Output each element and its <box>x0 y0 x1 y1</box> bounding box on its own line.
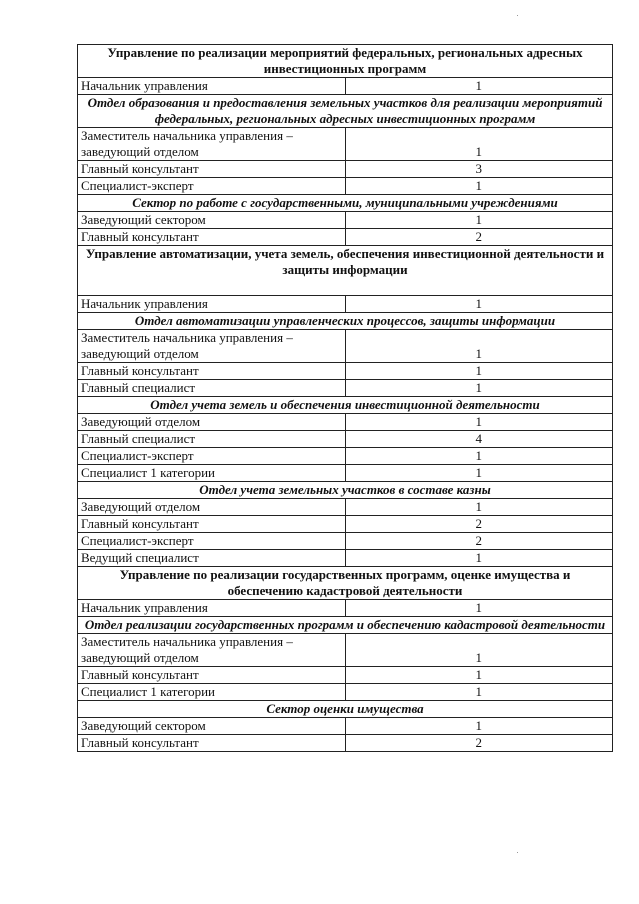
position-row <box>78 448 613 465</box>
position-count: 1 <box>345 600 613 617</box>
position-title: Главный консультант <box>78 735 346 752</box>
position-title: Заведующий сектором <box>78 212 346 229</box>
subdivision-heading: Отдел реализации государственных программ и обеспечению кадастровой деятельности <box>78 617 613 634</box>
position-row <box>78 178 613 195</box>
scan-speck <box>517 15 518 16</box>
position-row <box>78 296 613 313</box>
position-title: Главный специалист <box>78 380 346 397</box>
position-count: 1 <box>345 363 613 380</box>
position-row <box>78 550 613 567</box>
position-title: Главный консультант <box>78 229 346 246</box>
scan-speck <box>517 852 518 853</box>
subdivision-heading: Отдел учета земель и обеспечения инвестиционной деятельности <box>78 397 613 414</box>
department-heading: Управление по реализации мероприятий федеральных, региональных адресных инвестиционных программ <box>78 45 613 78</box>
department-heading-row <box>78 246 613 296</box>
position-count: 1 <box>345 448 613 465</box>
position-count: 1 <box>345 330 613 363</box>
position-count: 1 <box>345 634 613 667</box>
position-row <box>78 414 613 431</box>
position-count: 4 <box>345 431 613 448</box>
position-count: 1 <box>345 178 613 195</box>
staffing-table <box>77 44 613 752</box>
subdivision-heading: Отдел учета земельных участков в составе казны <box>78 482 613 499</box>
position-title: Специалист 1 категории <box>78 465 346 482</box>
position-count: 1 <box>345 414 613 431</box>
position-title: Начальник управления <box>78 296 346 313</box>
position-count: 2 <box>345 735 613 752</box>
position-title: Специалист-эксперт <box>78 448 346 465</box>
subdivision-heading: Отдел образования и предоставления земельных участков для реализации мероприятий федеральных, региональных адресных инвестиционных программ <box>78 95 613 128</box>
subdivision-heading-row <box>78 482 613 499</box>
position-count: 1 <box>345 128 613 161</box>
position-count: 2 <box>345 229 613 246</box>
position-title: Специалист-эксперт <box>78 178 346 195</box>
subdivision-heading-row <box>78 195 613 212</box>
position-row <box>78 499 613 516</box>
position-title: Заведующий отделом <box>78 499 346 516</box>
subdivision-heading: Сектор оценки имущества <box>78 701 613 718</box>
position-row <box>78 718 613 735</box>
position-title: Начальник управления <box>78 78 346 95</box>
position-title: Специалист 1 категории <box>78 684 346 701</box>
department-heading-row <box>78 567 613 600</box>
position-title: Главный консультант <box>78 363 346 380</box>
position-row <box>78 516 613 533</box>
position-count: 2 <box>345 533 613 550</box>
position-row <box>78 600 613 617</box>
position-row <box>78 533 613 550</box>
position-title: Заместитель начальника управления – заведующий отделом <box>78 330 346 363</box>
subdivision-heading-row <box>78 617 613 634</box>
position-row <box>78 465 613 482</box>
position-row <box>78 363 613 380</box>
position-title: Главный консультант <box>78 516 346 533</box>
subdivision-heading-row <box>78 397 613 414</box>
position-count: 1 <box>345 667 613 684</box>
position-row <box>78 667 613 684</box>
position-count: 1 <box>345 296 613 313</box>
position-title: Главный консультант <box>78 161 346 178</box>
position-count: 1 <box>345 550 613 567</box>
position-row <box>78 634 613 667</box>
position-title: Заместитель начальника управления – заведующий отделом <box>78 634 346 667</box>
position-title: Главный специалист <box>78 431 346 448</box>
subdivision-heading-row <box>78 701 613 718</box>
subdivision-heading-row <box>78 313 613 330</box>
position-title: Начальник управления <box>78 600 346 617</box>
position-row <box>78 380 613 397</box>
position-row <box>78 128 613 161</box>
staffing-table-body <box>78 45 613 752</box>
subdivision-heading-row <box>78 95 613 128</box>
position-count: 1 <box>345 380 613 397</box>
position-row <box>78 330 613 363</box>
subdivision-heading: Отдел автоматизации управленческих процессов, защиты информации <box>78 313 613 330</box>
position-count: 3 <box>345 161 613 178</box>
position-title: Заведующий сектором <box>78 718 346 735</box>
position-count: 1 <box>345 78 613 95</box>
position-count: 2 <box>345 516 613 533</box>
position-row <box>78 212 613 229</box>
position-row <box>78 735 613 752</box>
position-row <box>78 684 613 701</box>
position-title: Заместитель начальника управления – заведующий отделом <box>78 128 346 161</box>
position-row <box>78 161 613 178</box>
department-heading: Управление по реализации государственных программ, оценке имущества и обеспечению кадастровой деятельности <box>78 567 613 600</box>
position-count: 1 <box>345 499 613 516</box>
position-count: 1 <box>345 684 613 701</box>
position-title: Специалист-эксперт <box>78 533 346 550</box>
position-title: Ведущий специалист <box>78 550 346 567</box>
position-row <box>78 78 613 95</box>
position-title: Главный консультант <box>78 667 346 684</box>
position-count: 1 <box>345 465 613 482</box>
position-count: 1 <box>345 718 613 735</box>
department-heading: Управление автоматизации, учета земель, обеспечения инвестиционной деятельности и защиты информации <box>78 246 613 296</box>
position-count: 1 <box>345 212 613 229</box>
department-heading-row <box>78 45 613 78</box>
position-title: Заведующий отделом <box>78 414 346 431</box>
position-row <box>78 431 613 448</box>
subdivision-heading: Сектор по работе с государственными, муниципальными учреждениями <box>78 195 613 212</box>
position-row <box>78 229 613 246</box>
